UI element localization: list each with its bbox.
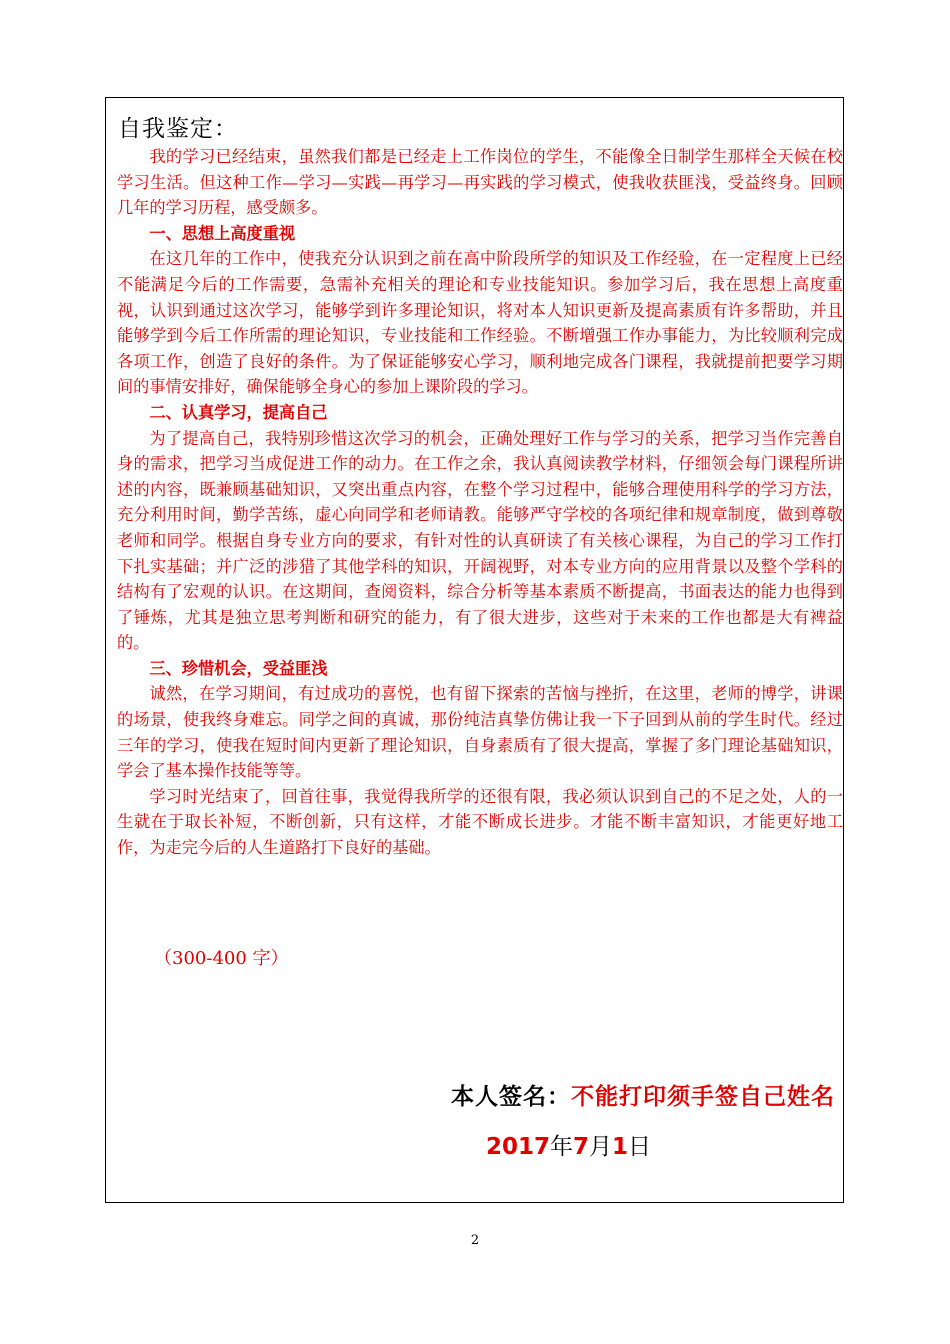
signature-value: 不能打印须手签自己姓名 <box>571 1084 835 1110</box>
form-heading: 自我鉴定： <box>118 116 238 142</box>
section-heading-2: 二、认真学习，提高自己 <box>149 402 328 422</box>
section-heading-3: 三、珍惜机会，受益匪浅 <box>149 658 328 678</box>
date-month-unit: 月 <box>589 1134 613 1160</box>
word-count-note: （300-400 字） <box>154 948 289 969</box>
paragraph-conclusion: 学习时光结束了，回首往事，我觉得我所学的还很有限，我必须认识到自己的不足之处，人的一生就在于取长补短，不断创新，只有这样，才能不断成长进步。才能不断丰富知识，才能更好地工作，为走完今后的人生道路打下良好的基础。 <box>117 786 843 858</box>
paragraph-section-1: 在这几年的工作中，使我充分认识到之前在高中阶段所学的知识及工作经验，在一定程度上已经不能满足今后的工作需要，急需补充相关的理论和专业技能知识。参加学习后，我在思想上高度重视，认识到通过这次学习，能够学到许多理论知识，将对本人知识更新及提高素质有许多帮助，并且能够学到今后工作所需的理论知识，专业技能和工作经验。不断增强工作办事能力，为比较顺利完成各项工作，创造了良好的条件。为了保证能够安心学习，顺利地完成各门课程，我就提前把要学习期间的事情安排好，确保能够全身心的参加上课阶段的学习。 <box>117 249 843 397</box>
date-year-unit: 年 <box>550 1134 574 1160</box>
page-number: 2 <box>470 1233 480 1248</box>
date-day-unit: 日 <box>628 1134 652 1160</box>
paragraph-intro: 我的学习已经结束，虽然我们都是已经走上工作岗位的学生，不能像全日制学生那样全天候在校学习生活。但这种工作—学习—实践—再学习—再实践的学习模式，使我收获匪浅，受益终身。回顾几年的学习历程，感受颇多。 <box>117 147 843 218</box>
signature-date <box>486 1128 651 1161</box>
date-month: 7 <box>573 1134 590 1160</box>
signature-label: 本人签名： <box>451 1084 571 1110</box>
date-year: 2017 <box>486 1134 551 1160</box>
assessment-body <box>117 144 843 861</box>
section-heading-1: 一、思想上高度重视 <box>149 223 296 243</box>
date-day: 1 <box>612 1134 629 1160</box>
signature-line <box>451 1078 835 1111</box>
paragraph-section-2: 为了提高自己，我特别珍惜这次学习的机会，正确处理好工作与学习的关系，把学习当作完善自身的需求，把学习当成促进工作的动力。在工作之余，我认真阅读教学材料，仔细领会每门课程所讲述的内容，既兼顾基础知识，又突出重点内容，在整个学习过程中，能够合理使用科学的学习方法，充分利用时间，勤学苦练，虚心向同学和老师请教。能够严守学校的各项纪律和规章制度，做到尊敬老师和同学。根据自身专业方向的要求，有针对性的认真研读了有关核心课程，为自己的学习工作打下扎实基础；并广泛的涉猎了其他学科的知识，开阔视野，对本专业方向的应用背景以及整个学科的结构有了宏观的认识。在这期间，查阅资料，综合分析等基本素质不断提高，书面表达的能力也得到了锤炼，尤其是独立思考判断和研究的能力，有了很大进步，这些对于未来的工作也都是大有裨益的。 <box>117 428 843 653</box>
paragraph-section-3: 诚然，在学习期间，有过成功的喜悦，也有留下探索的苦恼与挫折，在这里，老师的博学，讲课的场景，使我终身难忘。同学之间的真诚，那份纯洁真挚仿佛让我一下子回到从前的学生时代。经过三年的学习，使我在短时间内更新了理论知识，自身素质有了很大提高，掌握了多门理论基础知识，学会了基本操作技能等等。 <box>117 684 843 781</box>
self-assessment-form <box>105 97 844 1203</box>
